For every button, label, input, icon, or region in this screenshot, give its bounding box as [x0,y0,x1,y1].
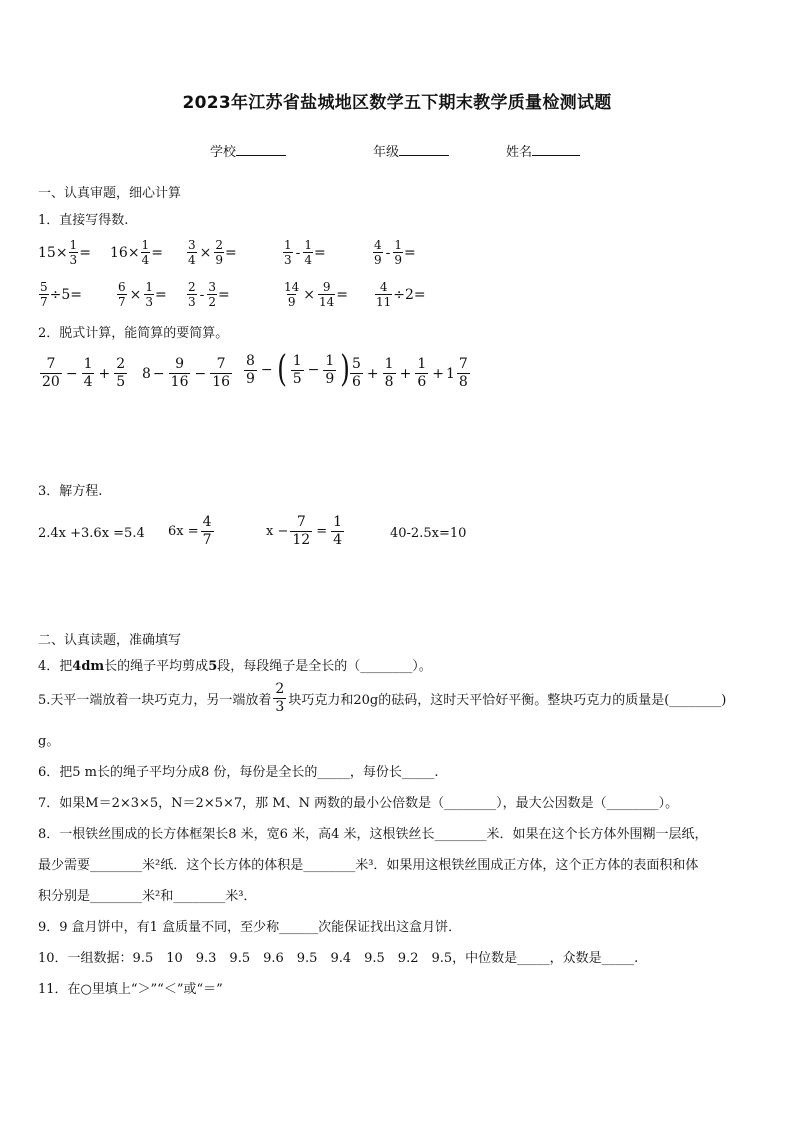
denominator: 5 [116,374,126,390]
denominator: 2 [208,295,217,309]
numerator: 1 [69,238,78,252]
q3-eq-4: 40-2.5x=10 [390,526,467,541]
denominator: 16 [212,374,231,390]
q1-item-9 [282,280,348,309]
q10: 10．一组数据：9.5 10 9.3 9.5 9.6 9.5 9.4 9.5 9.2 9.5，中位数是_____，众数是_____. [38,951,639,966]
q9: 9．9 盒月饼中，有1 盒质量不同，至少称______次能保证找出这盒月饼． [38,920,462,935]
frac [323,353,336,388]
whole-number: 1 [445,365,455,382]
q8-line-1: 8．一根铁丝围成的长方体框架长8 米，宽6 米，高4 米，这根铁丝长________米．如果在这个长方体外围糊一层纸， [38,827,708,842]
operator: × [199,244,212,261]
denominator: 4 [188,253,196,267]
operator: - [199,286,205,303]
denominator: 3 [275,699,285,715]
frac [169,356,191,391]
q4-length: 4dm [72,659,105,674]
numerator: 1 [284,238,292,252]
grade-field [373,141,449,160]
q1-item-5 [372,238,416,267]
q2-expr-4 [348,356,472,391]
minus-sign: − [194,365,207,382]
denominator: 9 [215,253,224,267]
denominator: 4 [304,253,313,267]
plus-sign: + [98,365,111,382]
numerator: 3 [208,280,217,294]
q3-stem: 3．解方程. [38,484,103,499]
frac-a [39,280,49,309]
frac [290,514,312,549]
numerator: 1 [145,280,154,294]
denominator: 4 [333,532,343,548]
plus-sign: + [366,365,379,382]
frac [383,356,396,391]
numerator: 1 [325,352,335,369]
q5-text-b: 块巧克力和20g的砝码，这时天平恰好平衡。整块巧克力的质量是(________) [288,693,727,708]
minus-sign: − [260,362,273,378]
numerator: 1 [394,238,403,252]
equals-sign: = [316,524,328,539]
equals: = [155,286,167,303]
frac [210,356,232,391]
section-1-heading: 一、认真审题，细心计算 [38,186,182,201]
frac [201,514,214,549]
numerator: 2 [188,280,196,294]
q1-1-whole: 15× [38,244,68,261]
q2-expr-1 [38,356,129,391]
numerator: 1 [83,356,93,372]
school-label: 学校 [210,145,237,160]
operator: × [303,286,316,303]
frac-b [214,238,224,267]
frac-a [283,280,300,309]
school-blank[interactable] [236,143,286,156]
frac-b [303,238,313,267]
denominator: 8 [458,374,468,390]
numerator: 1 [333,514,343,530]
q5-line-1 [38,681,726,716]
denominator: 6 [352,374,361,390]
numerator: 7 [46,356,56,372]
denominator: 9 [287,295,296,309]
denominator: 12 [292,532,311,548]
q1-stem: 1．直接写得数. [38,213,129,228]
grade-blank[interactable] [399,143,449,156]
frac [331,514,344,549]
q1-item-2 [110,238,163,267]
frac-b [393,238,403,267]
equals: = [336,286,349,303]
denominator: 4 [141,253,150,267]
q4-count: 5 [208,659,218,674]
numerator: 1 [141,238,150,252]
q1-item-4 [282,238,326,267]
operator: - [295,244,301,261]
q1-2-frac [141,238,151,267]
numerator: 2 [215,238,224,252]
frac-a [187,280,197,309]
numerator: 6 [118,280,126,294]
equals: = [404,244,416,261]
frac [350,356,363,391]
minus-sign: − [307,362,320,378]
grade-label: 年级 [373,145,400,160]
denominator: 3 [284,253,292,267]
frac-a [117,280,127,309]
q4-text-a: 4．把 [38,659,73,674]
frac [457,356,470,391]
minus-sign: − [65,365,78,382]
denominator: 16 [170,374,189,390]
denominator: 3 [188,295,196,309]
numerator: 14 [284,280,300,294]
numerator: 2 [275,681,285,697]
right-paren: ) [340,349,351,390]
q2-stem: 2．脱式计算，能简算的要简算。 [38,326,229,341]
q1-2-whole: 16× [110,244,140,261]
q2-expr-3 [242,349,352,390]
denominator: 14 [319,295,335,309]
numerator: 4 [202,514,212,530]
numerator: 7 [216,356,226,372]
section-2-heading: 二、认真读题，准确填写 [38,633,182,648]
school-field [210,141,286,160]
frac [291,353,304,388]
frac-b [144,280,154,309]
frac [82,356,95,391]
eq-left: 6x = [168,524,199,539]
q4 [38,655,432,674]
denominator: 4 [83,374,93,390]
numerator: 7 [458,356,468,372]
q3-eq-1: 2.4x +3.6x =5.4 [38,526,145,541]
operator: ÷2= [393,286,426,303]
frac-a [283,238,293,267]
q11: 11．在○里填上“＞”“＜”或“＝” [38,982,223,997]
eq-left: x − [266,524,289,539]
denominator: 7 [40,295,48,309]
q1-item-3 [186,238,237,267]
name-label: 姓名 [506,145,533,160]
denominator: 3 [69,253,78,267]
operator: × [129,286,142,303]
numerator: 9 [175,356,185,372]
denominator: 8 [384,374,394,390]
equals: = [225,244,237,261]
denominator: 9 [246,370,255,387]
q3-eq-3 [266,514,346,549]
numerator: 4 [374,238,382,252]
equals: = [314,244,326,261]
minus-sign: − [152,365,165,382]
q1-item-10 [374,280,426,309]
numerator: 1 [304,238,313,252]
left-paren: ( [276,349,287,390]
frac-a [187,238,197,267]
denominator: 3 [145,295,154,309]
frac [415,356,428,391]
q4-text-c: 长的绳子平均剪成 [104,659,209,674]
q8-line-3: 积分别是________米²和________米³． [38,889,257,904]
numerator: 4 [379,280,388,294]
numerator: 2 [116,356,126,372]
frac [114,356,127,391]
frac-a [375,280,392,309]
q6: 6．把5 m长的绳子平均分成8 份，每份是全长的_____，每份长_____. [38,765,439,780]
q1-1-frac [69,238,79,267]
denominator: 9 [394,253,403,267]
frac [40,356,62,391]
equals: = [151,244,163,261]
q4-text-e: 段，每段绳子是全长的（________）。 [217,659,432,674]
denominator: 9 [374,253,382,267]
q1-item-7 [116,280,167,309]
q7: 7．如果M＝2×3×5，N＝2×5×7，那 M、N 两数的最小公倍数是（________），最大公因数是（________）。 [38,796,679,811]
frac [273,681,286,716]
q1-item-6 [38,280,82,309]
q5-text-a: 5.天平一端放着一块巧克力，另一端放着 [38,693,272,708]
denominator: 7 [118,295,126,309]
page-title: 2023年江苏省盐城地区数学五下期末教学质量检测试题 [182,93,612,113]
denominator: 6 [417,374,427,390]
plus-sign: + [399,365,412,382]
numerator: 5 [40,280,48,294]
frac [244,353,257,388]
denominator: 20 [42,374,60,390]
denominator: 5 [292,370,302,387]
denominator: 11 [376,295,392,309]
numerator: 5 [352,356,361,372]
numerator: 7 [296,514,306,530]
frac-a [373,238,383,267]
q1-item-8 [186,280,230,309]
name-blank[interactable] [532,143,580,156]
numerator: 1 [292,352,302,369]
name-field [506,141,580,160]
operator: ÷5= [49,286,83,303]
denominator: 7 [202,532,212,548]
q5-line-2: g。 [38,734,60,749]
frac-b [207,280,217,309]
q3-eq-2 [168,514,216,549]
numerator: 1 [384,356,394,372]
equals: = [218,286,230,303]
frac-b [318,280,335,309]
numerator: 8 [246,352,255,369]
plus-sign: + [432,365,444,382]
equals: = [79,244,91,261]
whole-number: 8 [142,365,151,382]
denominator: 9 [325,370,335,387]
numerator: 9 [322,280,331,294]
q1-item-1 [38,238,91,267]
q2-expr-2 [142,356,234,391]
operator: - [385,244,391,261]
numerator: 1 [417,356,427,372]
numerator: 3 [188,238,196,252]
q8-line-2: 最少需要________米²纸．这个长方体的体积是________米³．如果用这根铁丝围成正方体，这个正方体的表面积和体 [38,858,699,873]
